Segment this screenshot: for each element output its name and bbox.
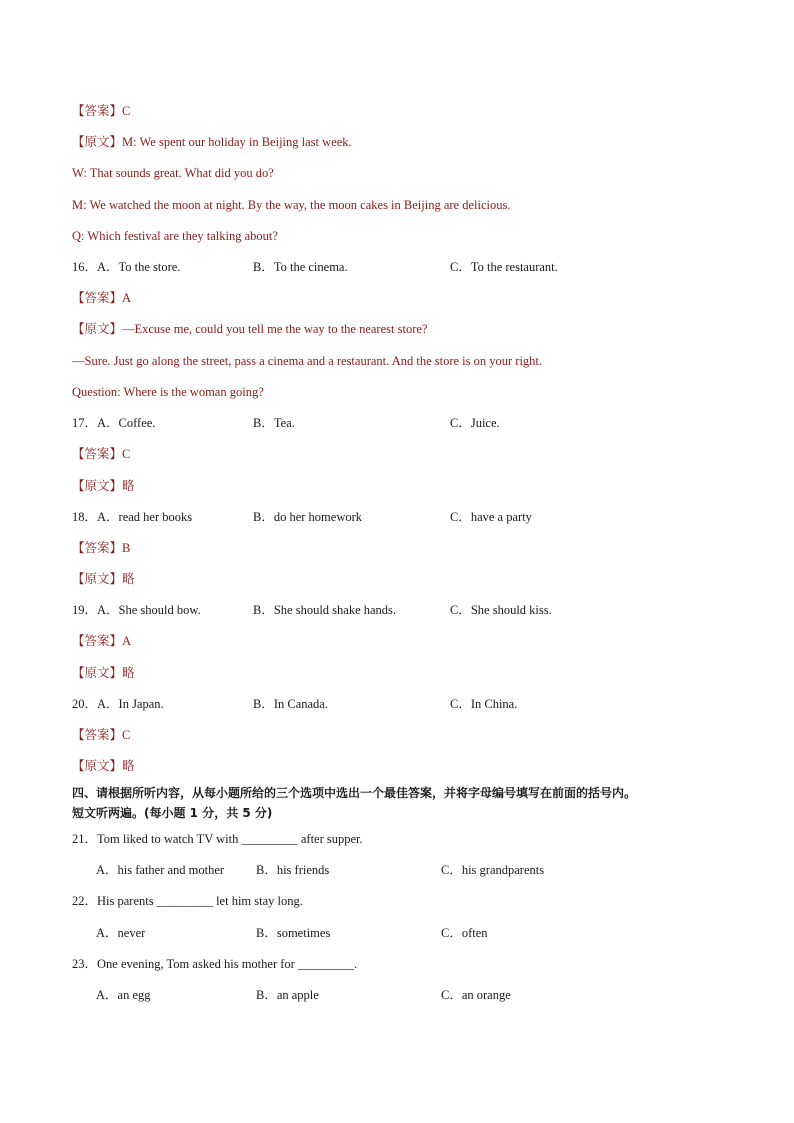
answer-line: 【答案】A bbox=[72, 634, 132, 648]
answer-line: 【答案】B bbox=[72, 541, 131, 555]
transcript-line: 【原文】略 bbox=[72, 759, 135, 773]
transcript-line: 【原文】M: We spent our holiday in Beijing last week. bbox=[72, 135, 352, 149]
option-b: B．his friends bbox=[256, 863, 330, 877]
option-b: B．In Canada. bbox=[253, 697, 328, 711]
option-a: 20．A．In Japan. bbox=[72, 697, 164, 711]
option-b: B．sometimes bbox=[256, 926, 331, 940]
transcript-line: 【原文】略 bbox=[72, 666, 135, 680]
transcript-line: Question: Where is the woman going? bbox=[72, 385, 264, 399]
question-stem: 21．Tom liked to watch TV with _________ after supper. bbox=[72, 832, 363, 846]
option-b: B．do her homework bbox=[253, 510, 363, 524]
option-a: 18．A．read her books bbox=[72, 510, 193, 524]
transcript-line: 【原文】略 bbox=[72, 572, 135, 586]
transcript-line: W: That sounds great. What did you do? bbox=[72, 166, 274, 180]
option-c: C．his grandparents bbox=[441, 863, 545, 877]
transcript-line: 【原文】—Excuse me, could you tell me the way to the nearest store? bbox=[72, 322, 428, 336]
option-c: C．Juice. bbox=[450, 416, 500, 430]
option-a: 19．A．She should bow. bbox=[72, 603, 201, 617]
option-b: B．Tea. bbox=[253, 416, 295, 430]
option-b: B．She should shake hands. bbox=[253, 603, 397, 617]
answer-line: 【答案】C bbox=[72, 447, 131, 461]
transcript-line: —Sure. Just go along the street, pass a cinema and a restaurant. And the store is on your right. bbox=[72, 354, 543, 368]
option-c: C．have a party bbox=[450, 510, 532, 524]
section-heading: 四、请根据所听内容，从每小题所给的三个选项中选出一个最佳答案，并将字母编号填写在前面的括号内。 bbox=[72, 786, 637, 800]
answer-line: 【答案】C bbox=[72, 104, 131, 118]
option-a: 16．A．To the store. bbox=[72, 260, 181, 274]
option-c: C．an orange bbox=[441, 988, 511, 1002]
question-stem: 22．His parents _________ let him stay long. bbox=[72, 894, 303, 908]
answer-line: 【答案】A bbox=[72, 291, 132, 305]
answer-line: 【答案】C bbox=[72, 728, 131, 742]
option-a: A．his father and mother bbox=[96, 863, 225, 877]
option-c: C．She should kiss. bbox=[450, 603, 552, 617]
transcript-line: Q: Which festival are they talking about? bbox=[72, 229, 278, 243]
transcript-line: M: We watched the moon at night. By the way, the moon cakes in Beijing are delicious. bbox=[72, 198, 511, 212]
option-c: C．In China. bbox=[450, 697, 518, 711]
option-b: B．To the cinema. bbox=[253, 260, 348, 274]
option-c: C．often bbox=[441, 926, 488, 940]
transcript-line: 【原文】略 bbox=[72, 479, 135, 493]
option-a: A．never bbox=[96, 926, 146, 940]
option-c: C．To the restaurant. bbox=[450, 260, 558, 274]
option-b: B．an apple bbox=[256, 988, 319, 1002]
option-a: 17．A．Coffee. bbox=[72, 416, 156, 430]
question-stem: 23．One evening, Tom asked his mother for _________. bbox=[72, 957, 358, 971]
section-heading: 短文听两遍。(每小题 1 分，共 5 分) bbox=[72, 806, 273, 820]
option-a: A．an egg bbox=[96, 988, 151, 1002]
